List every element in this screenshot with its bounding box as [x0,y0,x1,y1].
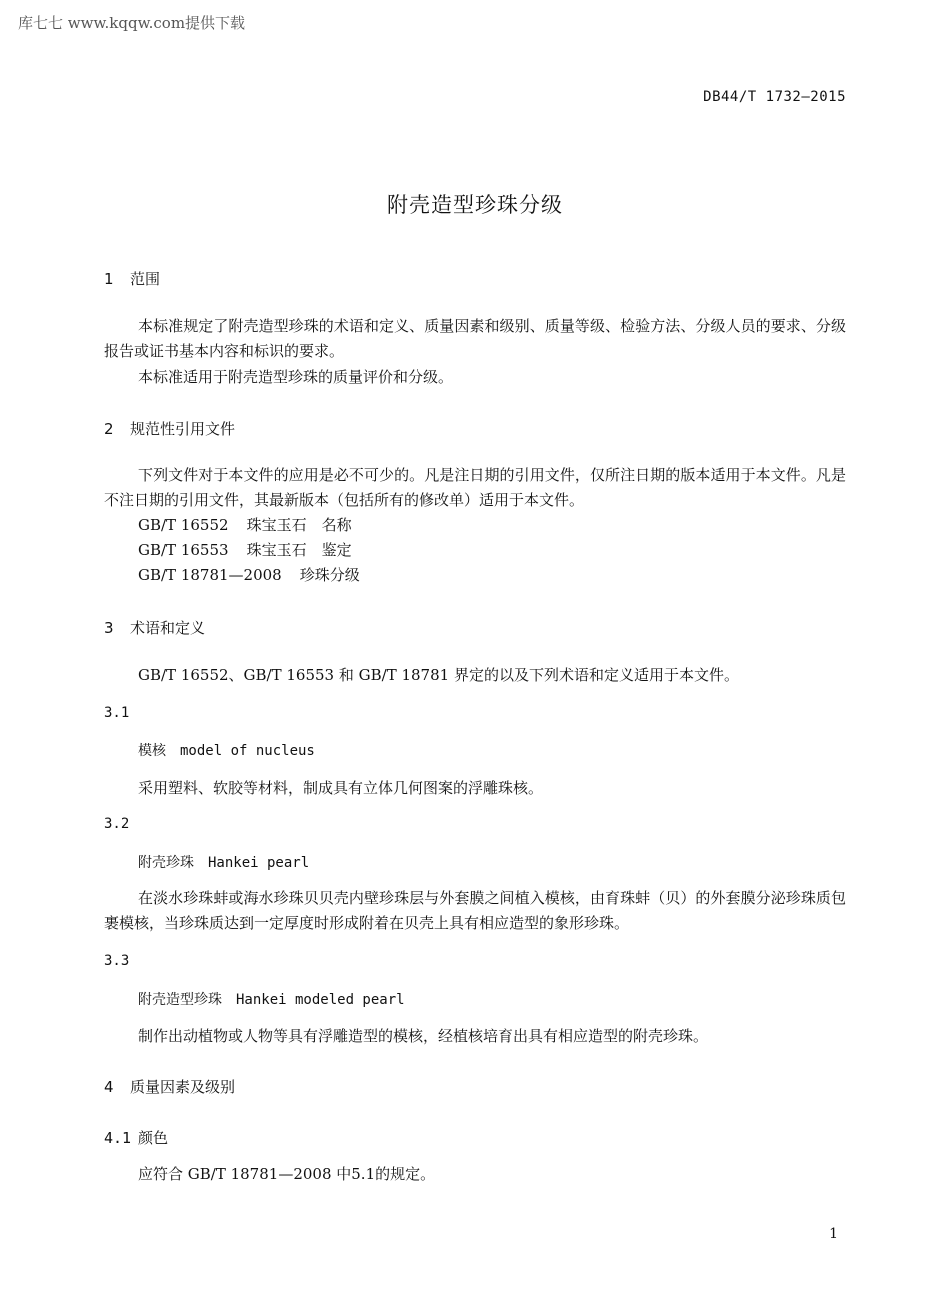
paragraph-scope: 本标准规定了附壳造型珍珠的术语和定义、质量因素和级别、质量等级、检验方法、分级人员的要求、分级报告或证书基本内容和标识的要求。 [104,317,846,360]
section-number: 4 [104,1078,114,1096]
section-number: 3 [104,619,114,637]
term-heading [138,740,315,760]
term-definition: 制作出动植物或人物等具有浮雕造型的模核，经植核培育出具有相应造型的附壳珍珠。 [138,1027,709,1045]
reference-code: GB/T 16553 [138,541,229,559]
subsection-title: 颜色 [138,1129,169,1147]
section-title: 质量因素及级别 [130,1078,236,1096]
subsection-number: 4.1 [104,1129,132,1147]
subsection-text: 应符合 GB/T 18781—2008 中5.1的规定。 [138,1165,436,1183]
section-title: 规范性引用文件 [130,420,236,438]
term-english: Hankei pearl [208,855,310,871]
reference-code: GB/T 18781—2008 [138,566,282,584]
term-heading [138,989,405,1009]
page-number: 1 [829,1226,838,1242]
term-chinese: 附壳造型珍珠 [138,992,222,1008]
term-number: 3.1 [104,705,130,721]
reference-name: 珠宝玉石 名称 [246,516,352,534]
section-number: 1 [104,270,114,288]
term-chinese: 附壳珍珠 [138,855,194,871]
section-title: 范围 [130,270,161,288]
subsection-heading-4-1 [104,1127,168,1148]
term-number: 3.3 [104,953,130,969]
term-english: model of nucleus [180,743,315,759]
term-heading [138,852,309,872]
section-title: 术语和定义 [130,619,206,637]
section-heading-3 [104,617,205,638]
reference-code: GB/T 16552 [138,516,229,534]
section-heading-1 [104,268,160,289]
term-chinese: 模核 [138,743,166,759]
reference-item [138,539,352,560]
reference-item [138,564,360,585]
section-heading-2 [104,418,235,439]
page-title: 附壳造型珍珠分级 [387,193,563,217]
paragraph-terms-intro: GB/T 16552、GB/T 16553 和 GB/T 18781 界定的以及下列术语和定义适用于本文件。 [138,666,739,684]
reference-name: 珍珠分级 [299,566,360,584]
term-english: Hankei modeled pearl [236,992,405,1008]
term-definition: 在淡水珍珠蚌或海水珍珠贝贝壳内壁珍珠层与外套膜之间植入模核，由育珠蚌（贝）的外套膜分泌珍珠质包裹模核，当珍珠质达到一定厚度时形成附着在贝壳上具有相应造型的象形珍珠。 [104,889,846,932]
paragraph-applicability: 本标准适用于附壳造型珍珠的质量评价和分级。 [138,368,454,386]
paragraph-normative-refs: 下列文件对于本文件的应用是必不可少的。凡是注日期的引用文件，仅所注日期的版本适用于本文件。凡是不注日期的引用文件，其最新版本（包括所有的修改单）适用于本文件。 [104,466,846,509]
watermark: 库七七 www.kqqw.com提供下载 [18,14,246,32]
reference-item [138,514,352,535]
term-number: 3.2 [104,816,130,832]
term-definition: 采用塑料、软胶等材料，制成具有立体几何图案的浮雕珠核。 [138,779,544,797]
section-heading-4 [104,1076,235,1097]
section-number: 2 [104,420,114,438]
standard-code: DB44/T 1732—2015 [703,89,846,105]
reference-name: 珠宝玉石 鉴定 [246,541,352,559]
